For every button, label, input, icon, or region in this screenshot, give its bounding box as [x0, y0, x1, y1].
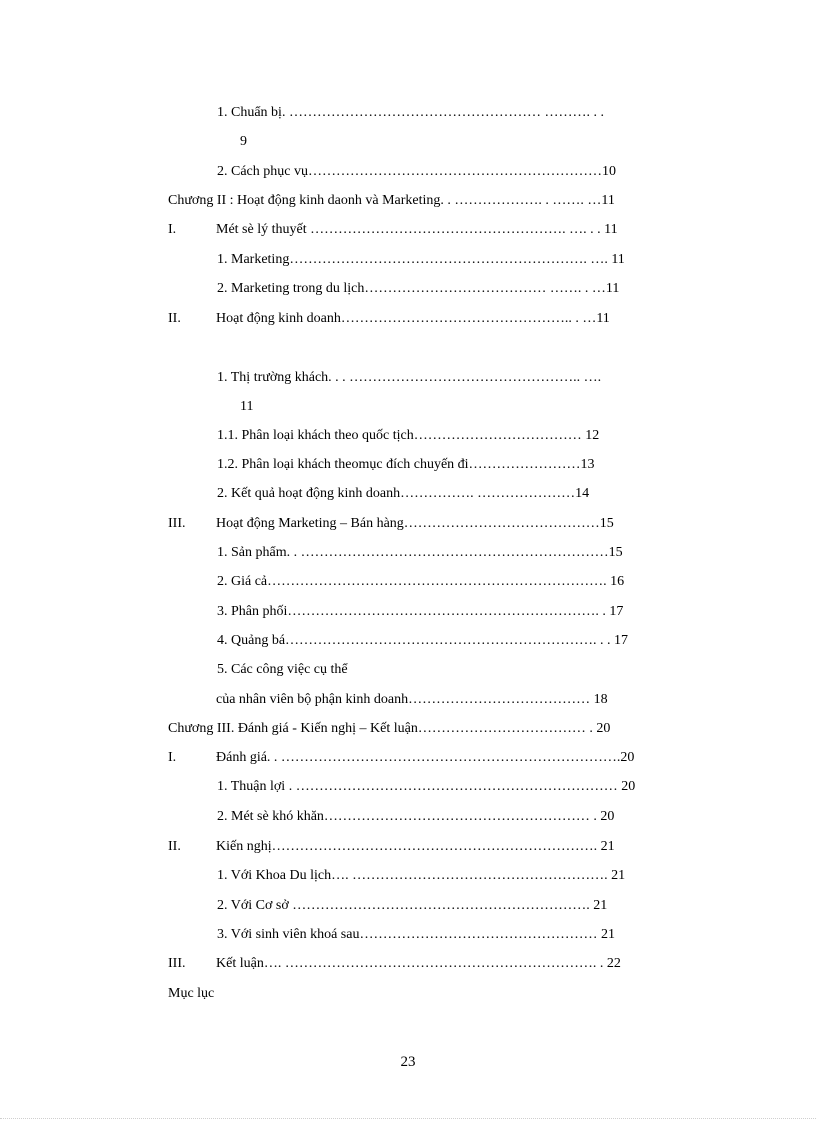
toc-entry: 1. Marketing………………………………………………………. …. 11 [217, 252, 625, 267]
toc-entry: Đánh giá. . ……………………………………………………………….20 [216, 750, 635, 765]
toc-entry: Kết luận…. …………………………………………………………. . 22 [216, 956, 621, 971]
toc-entry: 1. Thị trường khách. . . ………………………………………….. …. [217, 370, 602, 385]
toc-entry: I. [168, 750, 177, 765]
toc-entry: Hoạt động Marketing – Bán hàng……………………………………15 [216, 516, 614, 531]
toc-entry: 1. Sản phẩm. . …………………………………………………………15 [217, 545, 623, 560]
toc-entry: 2. Mét sè khó khăn………………………………………………… . 20 [217, 809, 615, 824]
toc-entry: III. [168, 956, 186, 971]
toc-entry: I. [168, 222, 177, 237]
toc-entry: 1. Chuẩn bị. ……………………………………………… ………. . . [217, 105, 604, 120]
page-bottom-divider [0, 1118, 816, 1119]
toc-entry: 1. Thuận lợi . …………………………………………………………… 20 [217, 779, 636, 794]
toc-entry: 2. Cách phục vụ………………………………………………………10 [217, 164, 616, 179]
toc-entry: Kiến nghị……………………………………………………………. 21 [216, 839, 615, 854]
toc-entry: 5. Các công việc cụ thể [217, 662, 348, 677]
toc-entry: 2. Giá cả………………………………………………………………. 16 [217, 574, 625, 589]
toc-entry: 11 [240, 399, 254, 414]
toc-entry: 2. Kết quả hoạt động kinh doanh……………. …………………14 [217, 486, 590, 501]
toc-entry: 2. Marketing trong du lịch………………………………… ……. . …11 [217, 281, 620, 296]
toc-entry: Mục lục [168, 986, 215, 1001]
toc-entry: 3. Với sinh viên khoá sau…………………………………………… 21 [217, 927, 615, 942]
toc-entry: 4. Quảng bá…………………………………………………………. . . 17 [217, 633, 629, 648]
page-number: 23 [400, 1054, 416, 1070]
toc-entry: II. [168, 839, 181, 854]
toc-entry: III. [168, 516, 186, 531]
toc-entry: 2. Với Cơ sở ………………………………………………………. 21 [217, 898, 608, 913]
toc-entry: của nhân viên bộ phận kinh doanh………………………………… 18 [216, 692, 608, 707]
toc-entry: 1.1. Phân loại khách theo quốc tịch……………………………… 12 [217, 428, 600, 443]
toc-entry: II. [168, 311, 181, 326]
toc-entry: 9 [240, 134, 247, 149]
toc-entry: 3. Phân phối…………………………………………………………. . 17 [217, 604, 624, 619]
toc-entry: 1.2. Phân loại khách theomục đích chuyến đi……………………13 [217, 457, 595, 472]
toc-entry: Hoạt động kinh doanh………………………………………….. . …11 [216, 311, 610, 326]
toc-entry: Chương III. Đánh giá - Kiến nghị – Kết luận……………………………… . 20 [168, 721, 611, 736]
toc-entry: 1. Với Khoa Du lịch…. ………………………………………………. 21 [217, 868, 626, 883]
toc-entry: Chương II : Hoạt động kinh daonh và Marketing. . ………………. . ……. …11 [168, 193, 615, 208]
toc-entry: Mét sè lý thuyết ………………………………………………. …. . . 11 [216, 222, 618, 237]
